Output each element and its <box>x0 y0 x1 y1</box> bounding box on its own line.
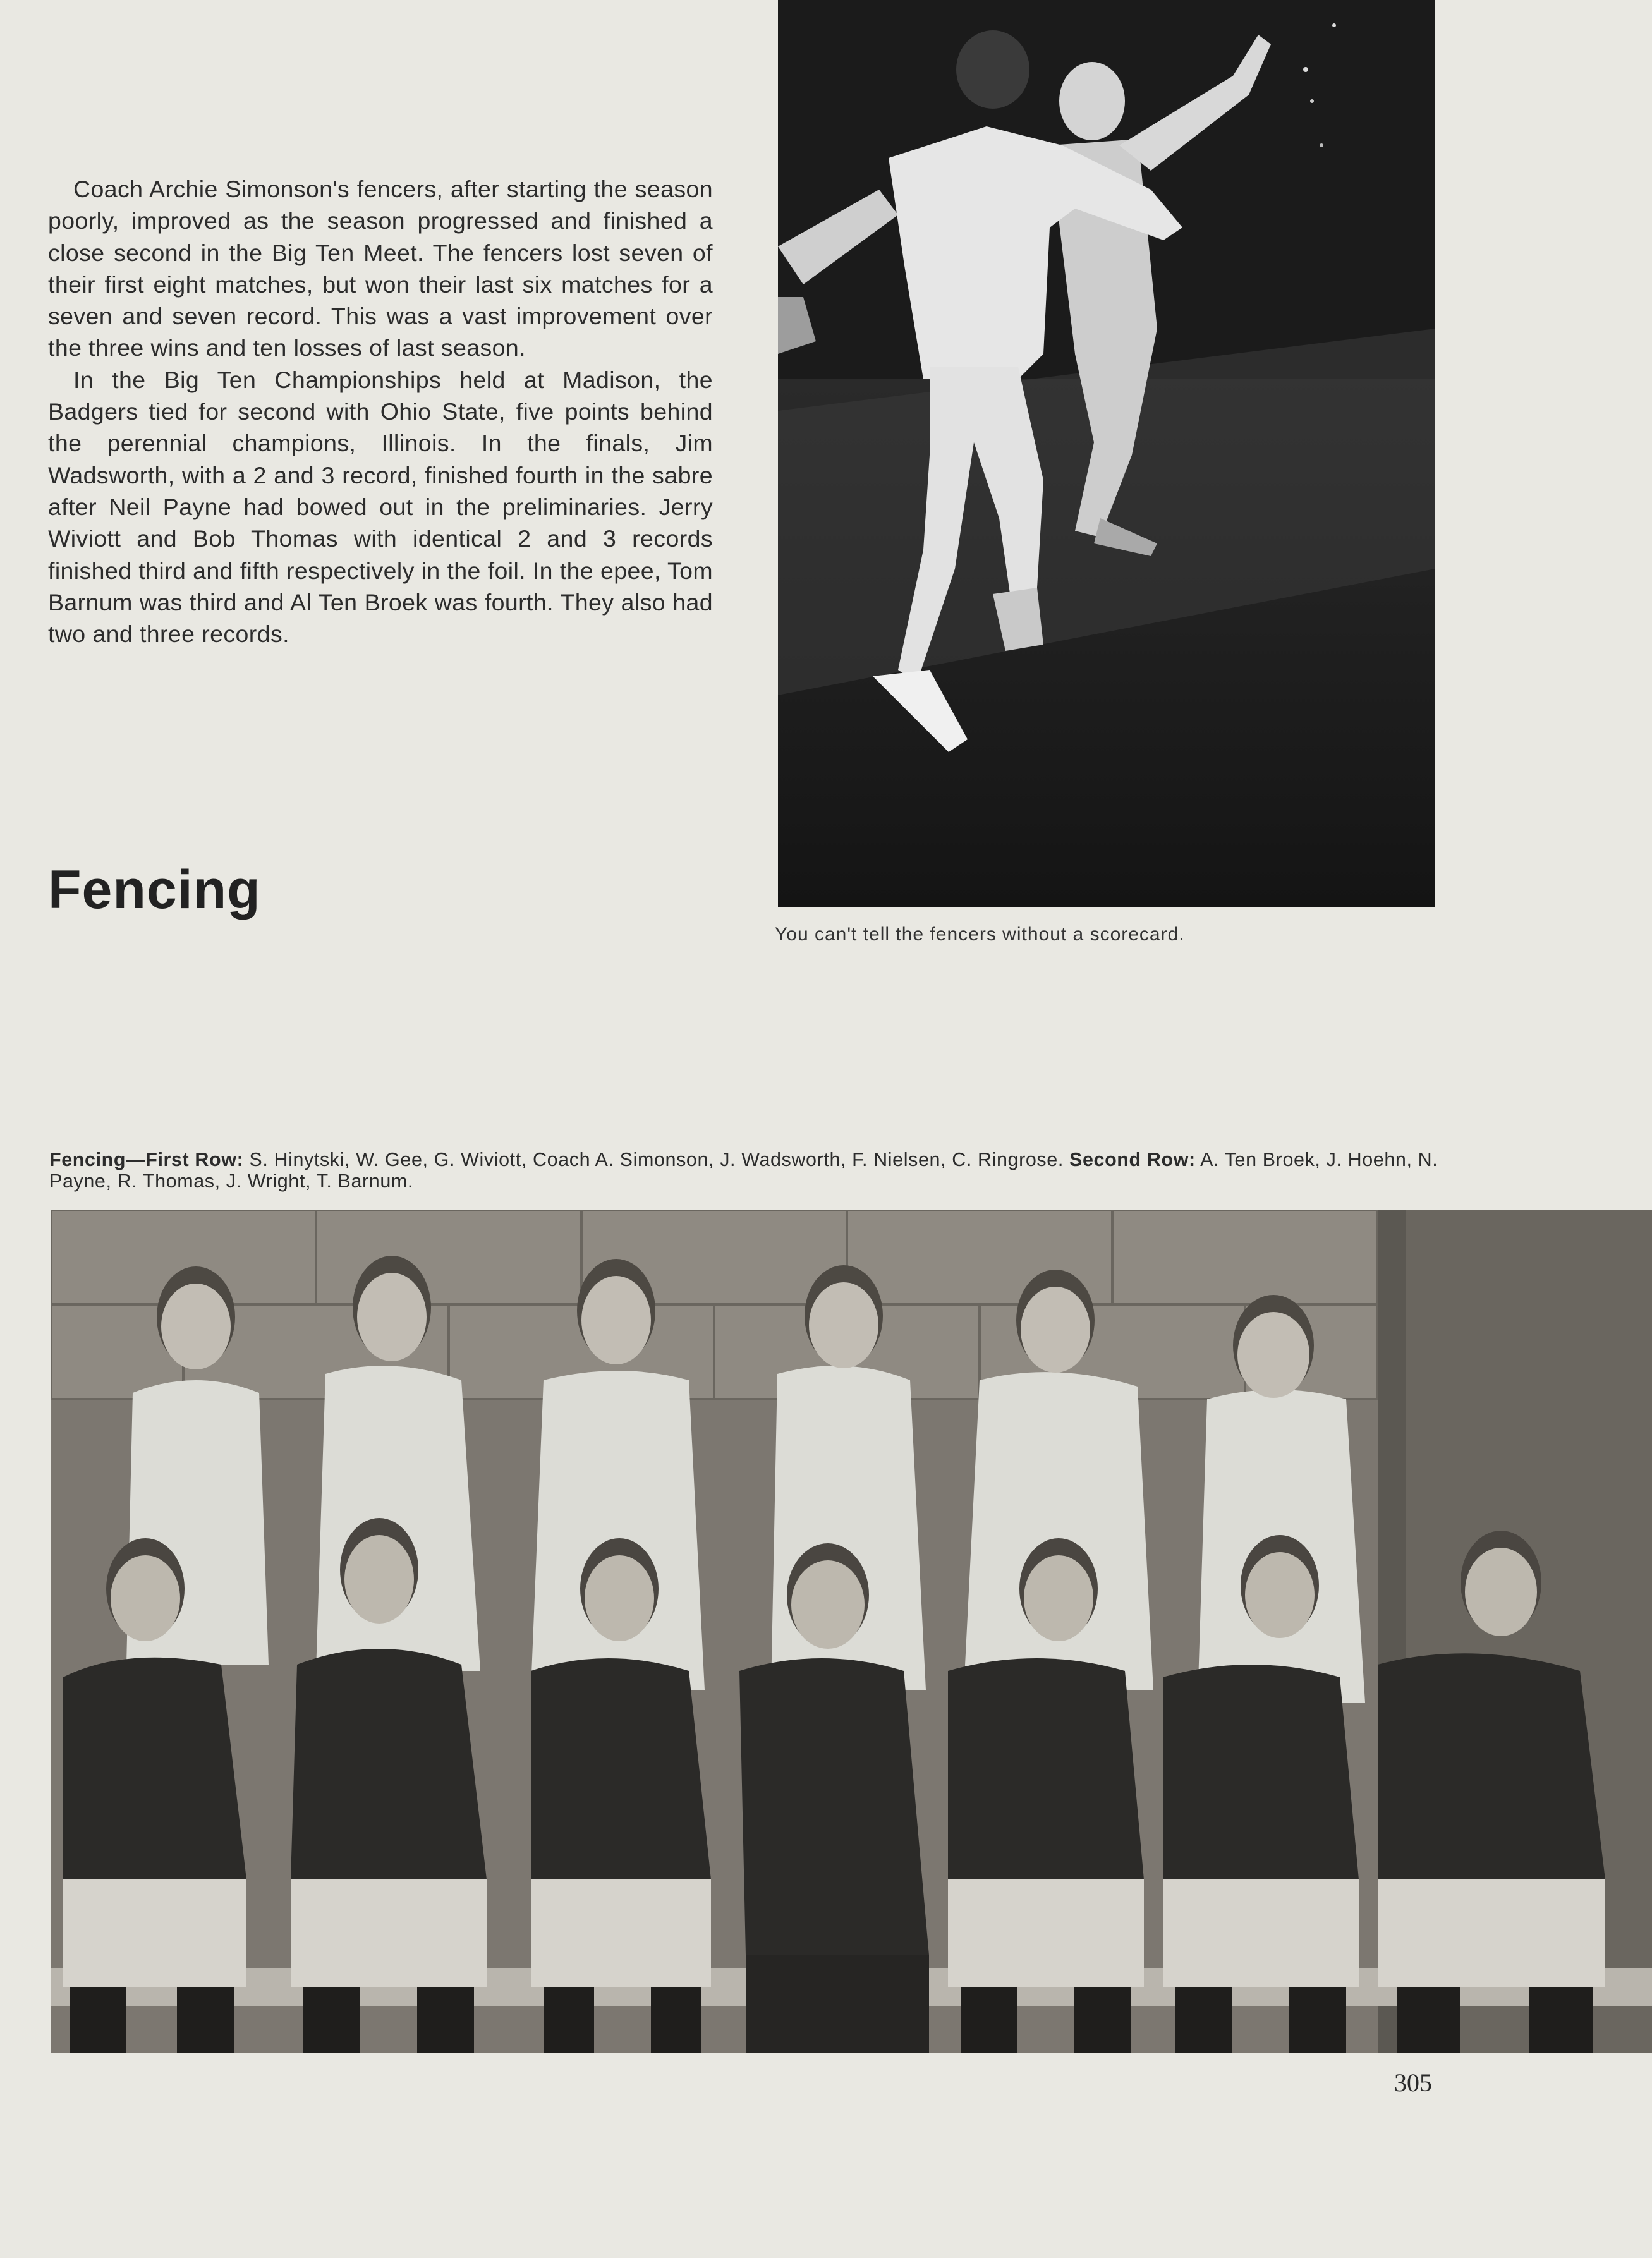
caption-first-row-names: S. Hinytski, W. Gee, G. Wiviott, Coach A. Simonson, J. Wadsworth, F. Nielsen, C. Ringrose. <box>243 1149 1069 1170</box>
article-paragraph-2: In the Big Ten Championships held at Madison, the Badgers tied for second with Ohio State, five points behind the perennial champions, Illinois. In the finals, Jim Wadsworth, with a 2 and 3 record, finished fourth in the sabre after Neil Payne had bowed out in the preliminaries. Jerry Wiviott and Bob Thomas with identical 2 and 3 records finished third and fifth respectively in the foil. In the epee, Tom Barnum was third and Al Ten Broek was fourth. They also had two and three records. <box>48 366 713 648</box>
caption-first-row-label: Fencing—First Row: <box>49 1149 244 1170</box>
article-paragraph-1: Coach Archie Simonson's fencers, after starting the season poorly, improved as the season progressed and finished a close second in the Big Ten Meet. The fencers lost seven of their first eight matches, but won their last six matches for a seven and seven record. This was a vast improvement over the three wins and ten losses of last season. <box>48 176 713 361</box>
team-photo-caption <box>49 1149 1446 1192</box>
team-group-photo <box>51 1210 1652 2053</box>
action-photo-caption: You can't tell the fencers without a scorecard. <box>775 924 1185 945</box>
article-body <box>48 173 713 650</box>
caption-second-row-names: A. Ten Broek, J. Hoehn, N. Payne, R. Thomas, J. Wright, T. Barnum. <box>49 1149 1438 1192</box>
section-heading: Fencing <box>48 859 261 920</box>
page-number: 305 <box>1394 2068 1432 2097</box>
caption-second-row-label: Second Row: <box>1069 1149 1196 1170</box>
fencing-action-photo <box>778 0 1435 907</box>
